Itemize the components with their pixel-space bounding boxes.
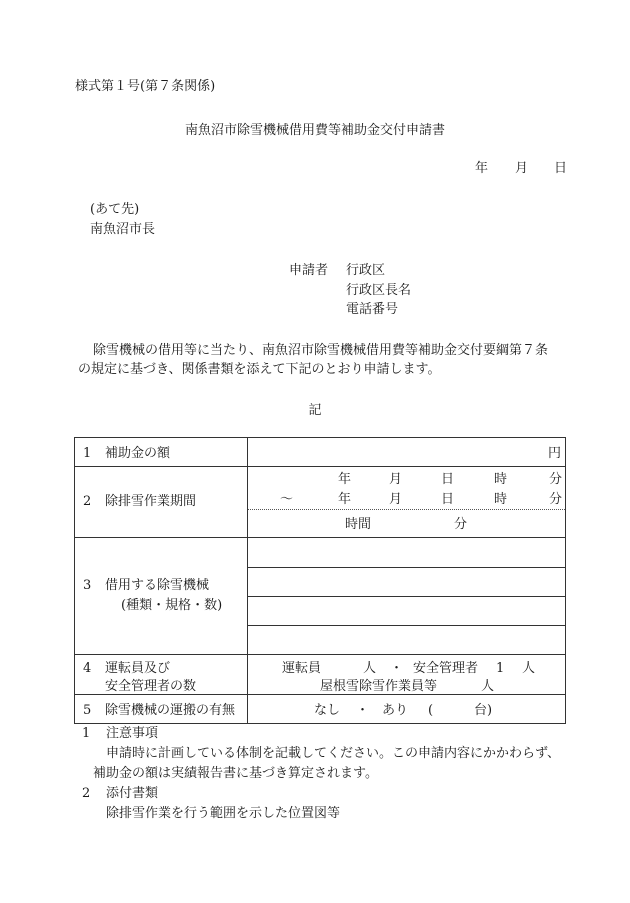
start-hour-label: 時 xyxy=(494,472,508,487)
addressee-label: (あて先) xyxy=(90,202,140,217)
start-day-label: 日 xyxy=(441,472,455,487)
transport-cell[interactable] xyxy=(248,695,566,724)
ki-heading: 記 xyxy=(308,403,322,418)
note-cautions-line1: 申請時に計画している体制を記載してください。この申請内容にかかわらず、 xyxy=(106,746,560,761)
duration-minutes-label: 分 xyxy=(454,517,468,532)
row-number: 5 xyxy=(83,703,92,718)
period-range[interactable] xyxy=(248,467,565,510)
row-number: 2 xyxy=(83,494,92,509)
machine-entry-line[interactable] xyxy=(248,568,565,597)
staff-cell[interactable] xyxy=(248,655,566,695)
row-label-amount: 補助金の額 xyxy=(105,446,171,461)
applicant-district-head: 行政区長名 xyxy=(346,283,412,298)
option-yes[interactable]: あり xyxy=(382,703,409,718)
application-table xyxy=(74,437,566,724)
end-year-label: 年 xyxy=(338,492,352,507)
paren-open: ( xyxy=(428,703,434,718)
table-row-amount xyxy=(75,438,566,467)
end-hour-label: 時 xyxy=(494,492,508,507)
duration-hours-label: 時間 xyxy=(345,517,372,532)
tilde: ～ xyxy=(280,492,294,507)
row-number: 4 xyxy=(83,661,92,676)
separator-dot: ・ xyxy=(390,661,404,676)
applicant-label: 申請者 xyxy=(289,263,329,278)
note-attachments-line1: 除排雪作業を行う範囲を示した位置図等 xyxy=(106,806,341,821)
end-day-label: 日 xyxy=(441,492,455,507)
note-number: 1 xyxy=(82,726,91,741)
row-sublabel-machines: (種類・規格・数) xyxy=(121,598,223,613)
start-month-label: 月 xyxy=(389,472,403,487)
row-label-staff-line1: 運転員及び xyxy=(105,661,171,676)
amount-unit: 円 xyxy=(547,446,561,461)
applicant-district: 行政区 xyxy=(346,263,386,278)
period-duration[interactable] xyxy=(248,510,565,537)
row-number: 1 xyxy=(83,446,92,461)
addressee-name: 南魚沼市長 xyxy=(90,222,156,237)
safety-manager-label: 安全管理者 xyxy=(413,661,479,676)
row-label-machines: 借用する除雪機械 xyxy=(105,578,210,593)
table-row-machines xyxy=(75,538,566,655)
start-minute-label: 分 xyxy=(549,472,563,487)
units-label: 台) xyxy=(474,703,493,718)
safety-manager-count: 1 xyxy=(496,661,505,676)
start-year-label: 年 xyxy=(338,472,352,487)
drivers-unit: 人 xyxy=(363,661,377,676)
machine-entry-line[interactable] xyxy=(248,626,565,654)
row-label-transport: 除雪機械の運搬の有無 xyxy=(105,703,236,718)
date-year: 年 xyxy=(475,161,489,176)
page-title: 南魚沼市除雪機械借用費等補助金交付申請書 xyxy=(184,123,445,138)
amount-cell[interactable] xyxy=(248,438,566,467)
roof-workers-label: 屋根雪除雪作業員等 xyxy=(320,679,438,694)
body-text-line2: の規定に基づき、関係書類を添えて下記のとおり申請します。 xyxy=(78,362,441,377)
roof-workers-unit: 人 xyxy=(481,679,495,694)
body-text-line1: 除雪機械の借用等に当たり、南魚沼市除雪機械借用費等補助金交付要綱第７条 xyxy=(93,343,549,358)
table-row-transport xyxy=(75,695,566,724)
date-day: 日 xyxy=(554,161,568,176)
note-title-cautions: 注意事項 xyxy=(106,726,159,741)
machine-entry-line[interactable] xyxy=(248,597,565,626)
date-month: 月 xyxy=(515,161,529,176)
note-title-attachments: 添付書類 xyxy=(106,786,159,801)
applicant-phone: 電話番号 xyxy=(346,302,399,317)
machine-entry-line[interactable] xyxy=(248,538,565,568)
row-number: 3 xyxy=(83,578,92,593)
table-row-period xyxy=(75,467,566,538)
end-minute-label: 分 xyxy=(549,492,563,507)
note-number: 2 xyxy=(82,786,91,801)
row-label-period: 除排雪作業期間 xyxy=(105,494,197,509)
note-cautions-line2: 補助金の額は実績報告書に基づき算定されます。 xyxy=(93,766,378,781)
safety-manager-unit: 人 xyxy=(522,661,536,676)
row-label-staff-line2: 安全管理者の数 xyxy=(105,679,197,694)
option-none[interactable]: なし xyxy=(314,703,341,718)
end-month-label: 月 xyxy=(389,492,403,507)
table-row-staff xyxy=(75,655,566,695)
form-number: 様式第１号(第７条関係) xyxy=(75,79,216,94)
separator-dot: ・ xyxy=(356,703,370,718)
drivers-label: 運転員 xyxy=(282,661,322,676)
